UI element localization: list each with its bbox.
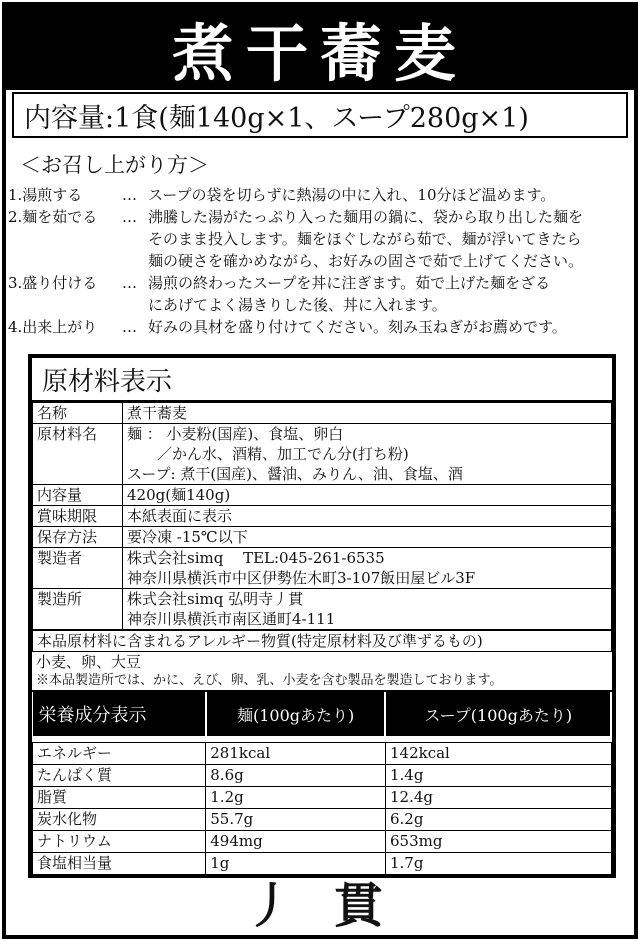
nutrition-header-soup: スープ(100gあたり) [385,692,611,736]
label-frame [2,2,638,939]
nutrient-name: 食塩相当量 [33,852,206,874]
nutrient-name: エネルギー [33,742,206,764]
row-key: 保存方法 [33,527,123,548]
table-row [33,830,612,852]
step-label: 3.盛り付ける [8,274,98,292]
row-value: 要冷凍 -15℃以下 [123,527,612,548]
nutrient-name: たんぱく質 [33,764,206,786]
step-separator: … [122,186,137,204]
nutrient-name: 炭水化物 [33,808,206,830]
nutrition-header-noodle: 麺(100gあたり) [206,692,386,736]
product-title: 煮干蕎麦 [6,6,634,90]
nutrient-soup: 12.4g [385,786,611,808]
table-row [33,808,612,830]
step-label: 4.出来上がり [8,318,98,336]
nutrient-noodle: 8.6g [206,764,386,786]
row-key: 内容量 [33,485,123,506]
table-row [33,786,612,808]
step-text: 湯煎の終わったスープを丼に注ぎます。茹で上げた麺をざる にあげてよく湯きりした後、丼に入れます。 [148,274,551,314]
allergy-title: 本品原材料に含まれるアレルギー物質(特定原材料及び準ずるもの) [32,630,612,652]
nutrient-soup: 653mg [385,830,611,852]
table-row [33,527,612,548]
table-row [33,485,612,506]
step-item [8,316,634,338]
ingredients-title: 原材料表示 [32,358,612,402]
nutrient-name: ナトリウム [33,830,206,852]
step-text: スープの袋を切らずに熱湯の中に入れ、10分ほど温めます。 [148,186,556,204]
nutrient-noodle: 55.7g [206,808,386,830]
step-text: 好みの具材を盛り付けてください。刻み玉ねぎがお薦めです。 [148,318,567,336]
ingredients-table [32,402,612,630]
allergy-items: 小麦、卵、大豆 [36,653,142,671]
table-row [33,424,612,485]
step-item [8,272,634,316]
row-value: 煮干蕎麦 [123,403,612,424]
ingredients-panel [28,354,616,878]
nutrient-noodle: 494mg [206,830,386,852]
row-key: 賞味期限 [33,506,123,527]
nutrition-header-label: 栄養成分表示 [33,692,206,736]
table-row [33,764,612,786]
brand-logo: 丿 貫 [245,878,395,934]
nutrient-soup: 1.4g [385,764,611,786]
nutrient-noodle: 281kcal [206,742,386,764]
row-key: 製造者 [33,548,123,589]
row-value: 麺 ： 小麦粉(国産)、食塩、卵白 ／かん水、酒精、加工でん分(打ち粉) スープ: 煮干(国産)、醤油、みりん、油、食塩、酒 [123,424,612,485]
table-row [33,506,612,527]
step-label: 1.湯煎する [8,186,83,204]
step-item [8,206,634,272]
allergy-note: ※本品製造所では、かに、えび、卵、乳、小麦を含む製品を製造しております。 [32,672,612,692]
step-item [8,184,634,206]
howto-title: ＜お召し上がり方＞ [20,153,209,177]
nutrient-noodle: 1.2g [206,786,386,808]
table-row [33,742,612,764]
row-value: 株式会社simq 弘明寺丿貫 神奈川県横浜市南区通町4-111 [123,589,612,630]
row-key: 製造所 [33,589,123,630]
nutrient-noodle: 1g [206,852,386,874]
nutrient-name: 脂質 [33,786,206,808]
howto-steps [8,184,634,338]
table-row [33,548,612,589]
row-key: 名称 [33,403,123,424]
nutrition-header-row [33,692,612,736]
row-key: 原材料名 [33,424,123,485]
row-value: 420g(麺140g) [123,485,612,506]
step-label: 2.麺を茹でる [8,208,98,226]
table-row [33,589,612,630]
nutrient-soup: 1.7g [385,852,611,874]
content-amount: 内容量:1食(麺140g×1、スープ280g×1) [12,92,628,138]
table-row [33,403,612,424]
table-row [33,852,612,874]
nutrient-soup: 142kcal [385,742,611,764]
step-separator: … [122,208,137,226]
step-text: 沸騰した湯がたっぷり入った麺用の鍋に、袋から取り出した麺を そのまま投入します。麺をほぐしながら茹で、麺が浮いてきたら 麺の硬さを確かめながら、お好みの固さで茹で上げてください。 [148,208,584,270]
row-value: 本紙表面に表示 [123,506,612,527]
nutrition-table [32,692,612,875]
step-separator: … [122,274,137,292]
nutrient-soup: 6.2g [385,808,611,830]
row-value: 株式会社simq TEL:045-261-6535 神奈川県横浜市中区伊勢佐木町3-107飯田屋ビル3F [123,548,612,589]
step-separator: … [122,318,137,336]
